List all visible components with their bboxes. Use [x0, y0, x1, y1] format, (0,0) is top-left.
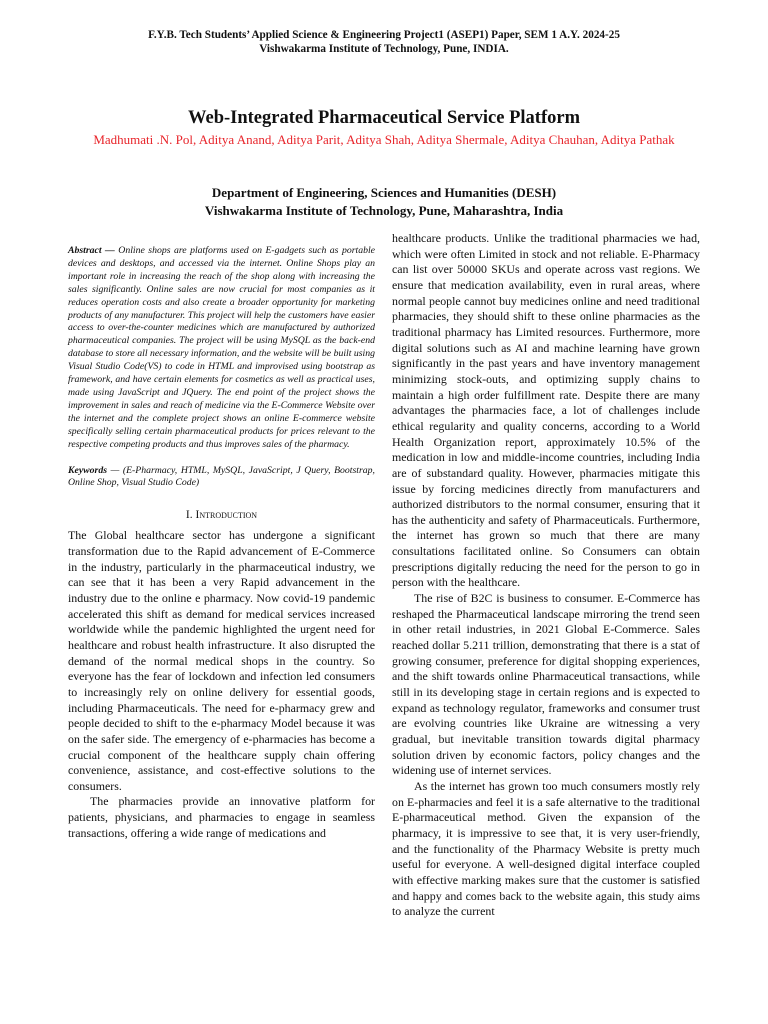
left-column	[68, 231, 375, 841]
running-header-line2: Vishwakarma Institute of Technology, Pune, INDIA.	[259, 43, 509, 55]
running-header-line1: F.Y.B. Tech Students’ Applied Science & Engineering Project1 (ASEP1) Paper, SEM 1 A.Y. 2024-25	[148, 29, 620, 41]
body-paragraph-4: The rise of B2C is business to consumer. E-Commerce has reshaped the Pharmaceutical landscape mirroring the trend seen in other retail industries, in 2021 Global E-Commerce. Sales reached dollar 5.211 trillion, demonstrating that there is a stat of growing consumer, preference for digital shopping experiences, and the shift towards online Pharmaceutical transactions, while still in its developing stage in certain regions and is expected to expand as technology regulator, frameworks and consumer trust are evolving countries like Ukraine are witnessing a very gradual, but inevitable transition towards digital pharmacy solution driven by economic factors, policy changes and the widening use of internet services.	[392, 591, 700, 778]
abstract	[68, 245, 375, 452]
body-paragraph-3: healthcare products. Unlike the traditional pharmacies we had, which were often Limited in stock and not reliable. E-Pharmacy can list over 50000 SKUs and operate across vast regions. We ensure that medication availability, even in rural areas, where normal people cannot buy medicines online and need traditional pharmacies, they should shift to these online pharmacies as the traditional pharmacy has Limited resources. Furthermore, more digital solutions such as AI and machine learning have grown significantly in the past years and have inventory management minimizing stock-outs, and optimizing supply chains to maintain a high order fulfillment rate. Despite there are many advantages the pharmacies face, a lot of challenges include ethical regularity and quality concerns, according to a World Health Organization report, approximately 10.5% of the medication in low and middle-income countries, including India are of substandard quality. However, pharmacies mitigate this issue by forcing medicines directly from manufacturers and authorized distributors to the normal consumer, ensuring that it has the authenticity and safety of Pharmaceuticals. Furthermore, the internet has grown so much that there are many consultations facilitated online. So Consumers can obtain prescriptions digitally reducing the need for the person to go in person with the healthcare.	[392, 231, 700, 590]
abstract-label: Abstract —	[68, 245, 115, 256]
body-paragraph-1: The Global healthcare sector has undergone a significant transformation due to the Rapid advancement of E-Commerce in the industry, particularly in the pharmaceutical industry, we can see that it has been a very Rapid advancement in the industry due to the online e pharmacy. Now covid-19 pandemic accelerated this shift as demand for medical services increased worldwide while the pandemic highlighted the urgent need for healthcare and robust health infrastructure. It also disrupted the demand of the normal medical shops in the country. So everyone has the fear of lockdown and infection led consumers to increasingly rely on online delivery for essential goods, including Pharmaceuticals. The need for e-pharmacy grew and people decided to shift to the e-pharmacy Model because it was on the safer side. The emergency of e-pharmacies has become a crucial component of the healthcare supply chain offering convenience, assistance, and cost-effective solutions to the consumers.	[68, 528, 375, 793]
section-title: Introduction	[195, 509, 258, 522]
affiliation	[0, 184, 768, 220]
section-heading-introduction	[68, 508, 375, 522]
section-number: I.	[185, 509, 193, 522]
body-paragraph-2: The pharmacies provide an innovative platform for patients, physicians, and pharmacies to engage in seamless transactions, offering a wide range of medications and	[68, 794, 375, 840]
abstract-text: Online shops are platforms used on E-gadgets such as portable devices and desktops, and accessed via the internet. Online Shops play an important role in increasing the reach of the shop along with increasing the sales significantly. Online sales are now crucial for most companies as it reduces operation costs and also create a broader opportunity for marketing products of any manufacturer. This project will help the customers have easier access to over-the-counter medicines which are manufactured by authorized pharmaceutical companies. The project will be using MySQL as the back-end database to store all necessary information, and the website will be built using Visual Studio Code(VS) to code in HTML and improvised using bootstrap as framework, and have certain elements for cosmetics as well as practical uses, made using JavaScript and JQuery. The end point of the project shows the improvement in sales and reach of medicine via the E-Commerce Website over the internet and the complete project shows an online E-commerce website specifically selling certain pharmaceutical products for prices relevant to the respective competing products and thus improves sales of the pharmacy.	[68, 245, 376, 450]
keywords-label: Keywords	[68, 464, 107, 476]
paper-title: Web-Integrated Pharmaceutical Service Platform	[188, 108, 580, 128]
keywords	[68, 465, 375, 491]
affiliation-department: Department of Engineering, Sciences and Humanities (DESH)	[211, 185, 557, 200]
body-paragraph-5: As the internet has grown too much consumers mostly rely on E-pharmacies and feel it is a safe alternative to the traditional E-pharmaceutical method. Given the expansion of the pharmacy, it is impressive to see that, it is very user-friendly, and the functionality of the Pharmacy Website is pretty much useful for everyone. A well-designed digital interface coupled with effective marking makes sure that the customer is satisfied and happy and comes back to the website again, this study aims to analyze the current	[392, 778, 700, 919]
right-column	[392, 231, 700, 920]
author-list: Madhumati .N. Pol, Aditya Anand, Aditya Parit, Aditya Shah, Aditya Shermale, Aditya Chauhan, Aditya Pathak	[93, 132, 675, 147]
affiliation-institute: Vishwakarma Institute of Technology, Pune, Maharashtra, India	[204, 203, 564, 218]
keywords-text: — (E-Pharmacy, HTML, MySQL, JavaScript, J Query, Bootstrap, Online Shop, Visual Studio Code)	[68, 464, 375, 489]
